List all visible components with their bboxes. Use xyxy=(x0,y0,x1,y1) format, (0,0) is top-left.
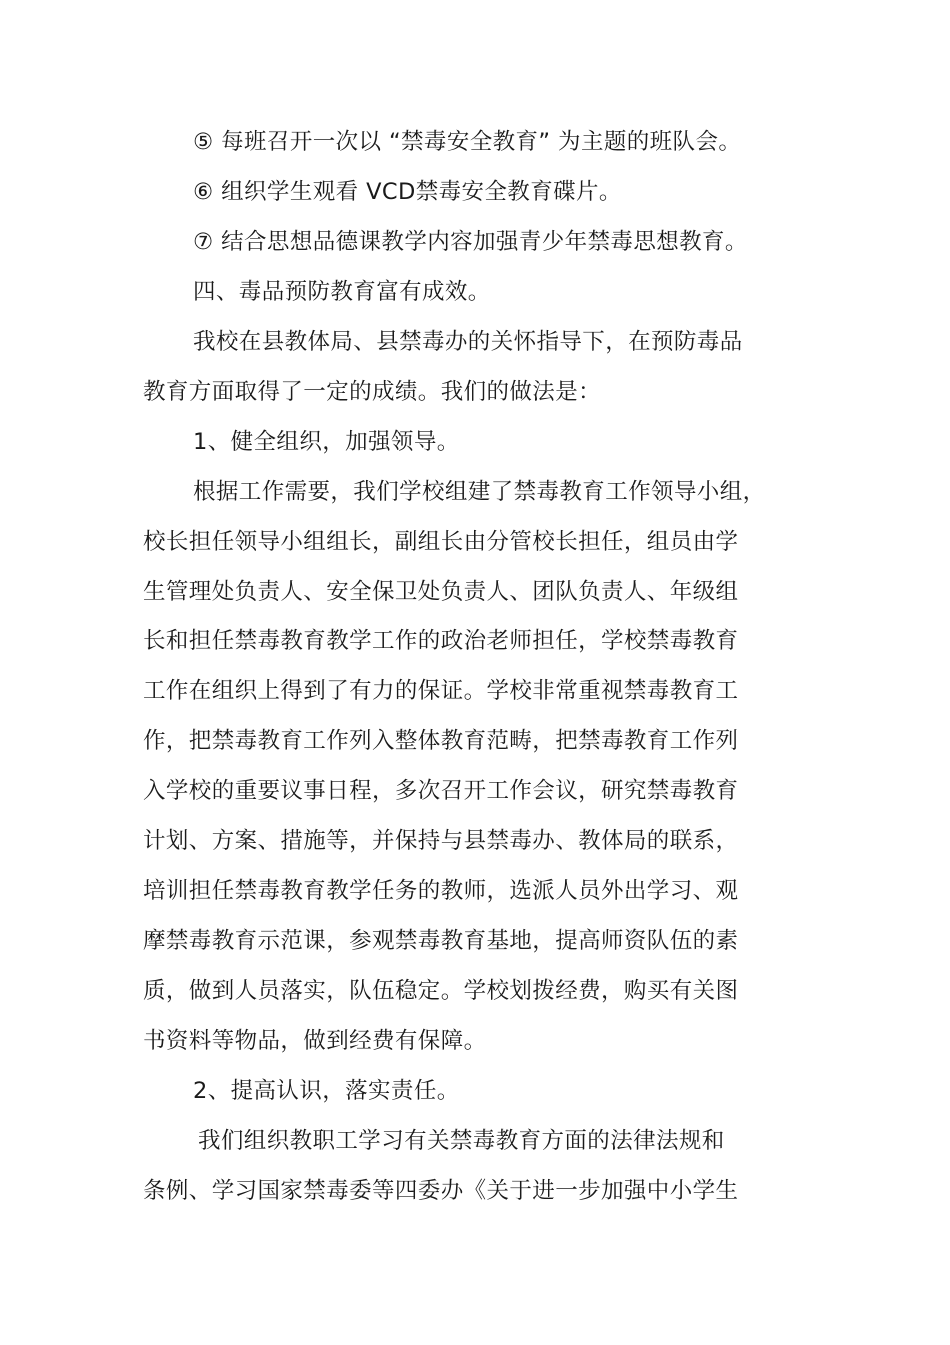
paragraph-line: 培训担任禁毒教育教学任务的教师，选派人员外出学习、观 xyxy=(143,878,739,904)
paragraph-line: 我们组织教职工学习有关禁毒教育方面的法律法规和 xyxy=(198,1128,725,1154)
paragraph-line: 书资料等物品，做到经费有保障。 xyxy=(143,1028,487,1054)
list-item-7: ⑦ 结合思想品德课教学内容加强青少年禁毒思想教育。 xyxy=(193,229,748,255)
paragraph-line: 条例、学习国家禁毒委等四委办《关于进一步加强中小学生 xyxy=(143,1178,739,1204)
paragraph-line: 我校在县教体局、县禁毒办的关怀指导下，在预防毒品 xyxy=(193,329,743,355)
paragraph-line: 工作在组织上得到了有力的保证。学校非常重视禁毒教育工 xyxy=(143,678,739,704)
section-heading-4: 四、毒品预防教育富有成效。 xyxy=(193,279,491,305)
paragraph-line: 入学校的重要议事日程，多次召开工作会议，研究禁毒教育 xyxy=(143,778,739,804)
list-item-6: ⑥ 组织学生观看 VCD禁毒安全教育碟片。 xyxy=(193,179,622,205)
paragraph-line: 根据工作需要，我们学校组建了禁毒教育工作领导小组， xyxy=(193,479,766,505)
subheading-2: 2、提高认识，落实责任。 xyxy=(193,1078,460,1104)
paragraph-line: 质，做到人员落实，队伍稳定。学校划拨经费，购买有关图 xyxy=(143,978,739,1004)
paragraph-line: 长和担任禁毒教育教学工作的政治老师担任，学校禁毒教育 xyxy=(143,628,739,654)
list-item-5: ⑤ 每班召开一次以 “禁毒安全教育” 为主题的班队会。 xyxy=(193,129,742,155)
paragraph-line: 作，把禁毒教育工作列入整体教育范畴，把禁毒教育工作列 xyxy=(143,728,739,754)
paragraph-line: 教育方面取得了一定的成绩。我们的做法是： xyxy=(143,379,602,405)
paragraph-line: 计划、方案、措施等，并保持与县禁毒办、教体局的联系， xyxy=(143,828,739,854)
paragraph-line: 生管理处负责人、安全保卫处负责人、团队负责人、年级组 xyxy=(143,579,739,605)
subheading-1: 1、健全组织，加强领导。 xyxy=(193,429,460,455)
paragraph-line: 摩禁毒教育示范课，参观禁毒教育基地，提高师资队伍的素 xyxy=(143,928,739,954)
paragraph-line: 校长担任领导小组组长，副组长由分管校长担任，组员由学 xyxy=(143,529,739,555)
